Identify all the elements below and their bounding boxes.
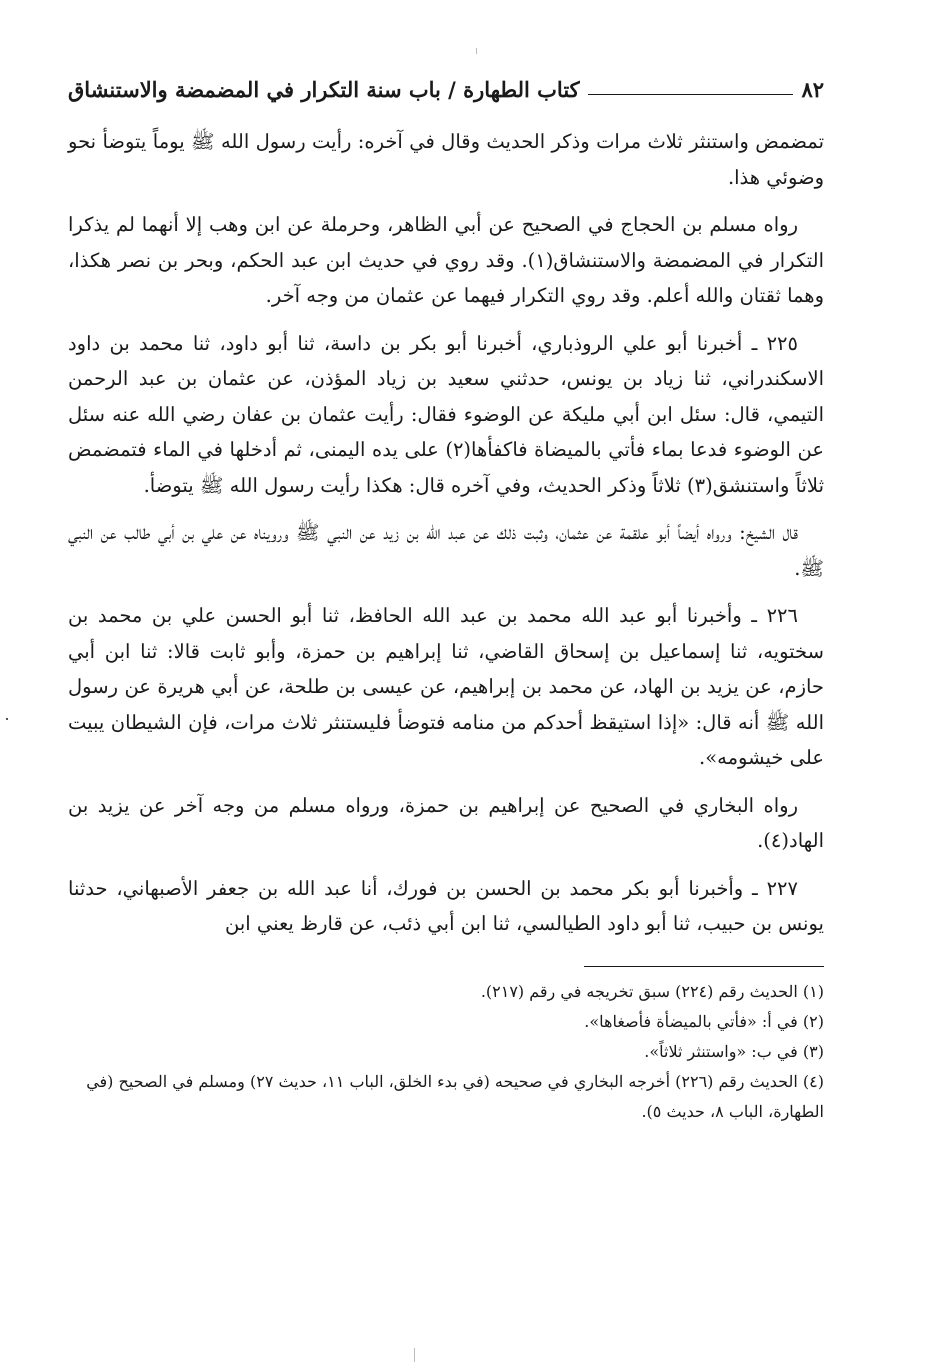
footnotes xyxy=(68,977,824,1127)
footnote: (٢) في أ: «فأتي بالميضأة فأصغاها». xyxy=(584,1011,824,1031)
running-header xyxy=(68,72,824,106)
book-page xyxy=(68,72,824,1127)
main-text xyxy=(68,124,824,942)
scan-mark xyxy=(414,1348,415,1362)
footnote: (٣) في ب: «واستنثر ثلاثاً». xyxy=(644,1041,824,1061)
header-rule xyxy=(588,94,794,95)
paragraph: تمضمض واستنثر ثلاث مرات وذكر الحديث وقال في آخره: رأيت رسول الله ﷺ يوماً يتوضأ نحو وضوئي هذا. xyxy=(68,130,824,189)
paragraph: قال الشيخ: ورواه أيضاً أبو علقمة عن عثمان، وثبت ذلك عن عبد الله بن زيد عن النبي ﷺ ورويناه عن علي بن أبي طالب عن النبي ﷺ. xyxy=(68,521,824,580)
footnote-rule xyxy=(584,966,824,967)
hadith-226: ٢٢٦ ـ وأخبرنا أبو عبد الله محمد بن عبد الله الحافظ، ثنا أبو الحسن علي بن محمد بن سختويه، ثنا إسماعيل بن إسحاق القاضي، ثنا إبراهيم بن حمزة، وأبو ثابت قالا: ثنا ابن أبي حازم، عن يزيد بن الهاد، عن محمد بن إبراهيم، عن عيسى بن طلحة، عن أبي هريرة عن رسول الله ﷺ أنه قال: «إذا استيقظ أحدكم من منامه فتوضأ فليستنثر ثلاث مرات، فإن الشيطان يبيت على خيشومه». xyxy=(68,604,824,769)
running-title: كتاب الطهارة / باب سنة التكرار في المضمضة والاستنشاق xyxy=(68,76,580,102)
paragraph: رواه البخاري في الصحيح عن إبراهيم بن حمزة، ورواه مسلم من وجه آخر عن يزيد بن الهاد(٤). xyxy=(68,793,824,852)
page-number: ٨٢ xyxy=(801,76,824,102)
hadith-225: ٢٢٥ ـ أخبرنا أبو علي الروذباري، أخبرنا أبو بكر بن داسة، ثنا أبو داود، ثنا محمد بن داود الاسكندراني، ثنا زياد بن يونس، حدثني سعيد بن زياد المؤذن، عن عثمان بن عبد الرحمن التيمي، قال: سئل ابن أبي مليكة عن الوضوء فقال: رأيت عثمان بن عفان رضي الله عنه سئل عن الوضوء فدعا بماء فأتي بالميضاة فاكفأها(٢) على يده اليمنى، ثم أدخلها في الماء فتمضمض ثلاثاً واستنشق(٣) ثلاثاً وذكر الحديث، وفي آخره قال: هكذا رأيت رسول الله ﷺ يتوضأ. xyxy=(68,331,824,497)
footnote: (٤) الحديث رقم (٢٢٦) أخرجه البخاري في صحيحه (في بدء الخلق، الباب ١١، حديث ٢٧) ومسلم في الصحيح (في الطهارة، الباب ٨، حديث ٥). xyxy=(86,1071,824,1121)
footnote: (١) الحديث رقم (٢٢٤) سبق تخريجه في رقم (٢١٧). xyxy=(480,981,824,1001)
scan-mark xyxy=(6,718,8,720)
hadith-227: ٢٢٧ ـ وأخبرنا أبو بكر محمد بن الحسن بن فورك، أنا عبد الله بن جعفر الأصبهاني، حدثنا يونس بن حبيب، ثنا أبو داود الطيالسي، ثنا ابن أبي ذئب، عن قارظ يعني ابن xyxy=(68,876,824,935)
scan-mark xyxy=(476,48,477,54)
paragraph: رواه مسلم بن الحجاج في الصحيح عن أبي الظاهر، وحرملة عن ابن وهب إلا أنهما لم يذكرا التكرار في المضمضة والاستنشاق(١). وقد روي في حديث ابن عبد الحكم، وبحر بن نصر هكذا، وهما ثقتان والله أعلم. وقد روي التكرار فيهما عن عثمان من وجه آخر. xyxy=(68,213,824,307)
